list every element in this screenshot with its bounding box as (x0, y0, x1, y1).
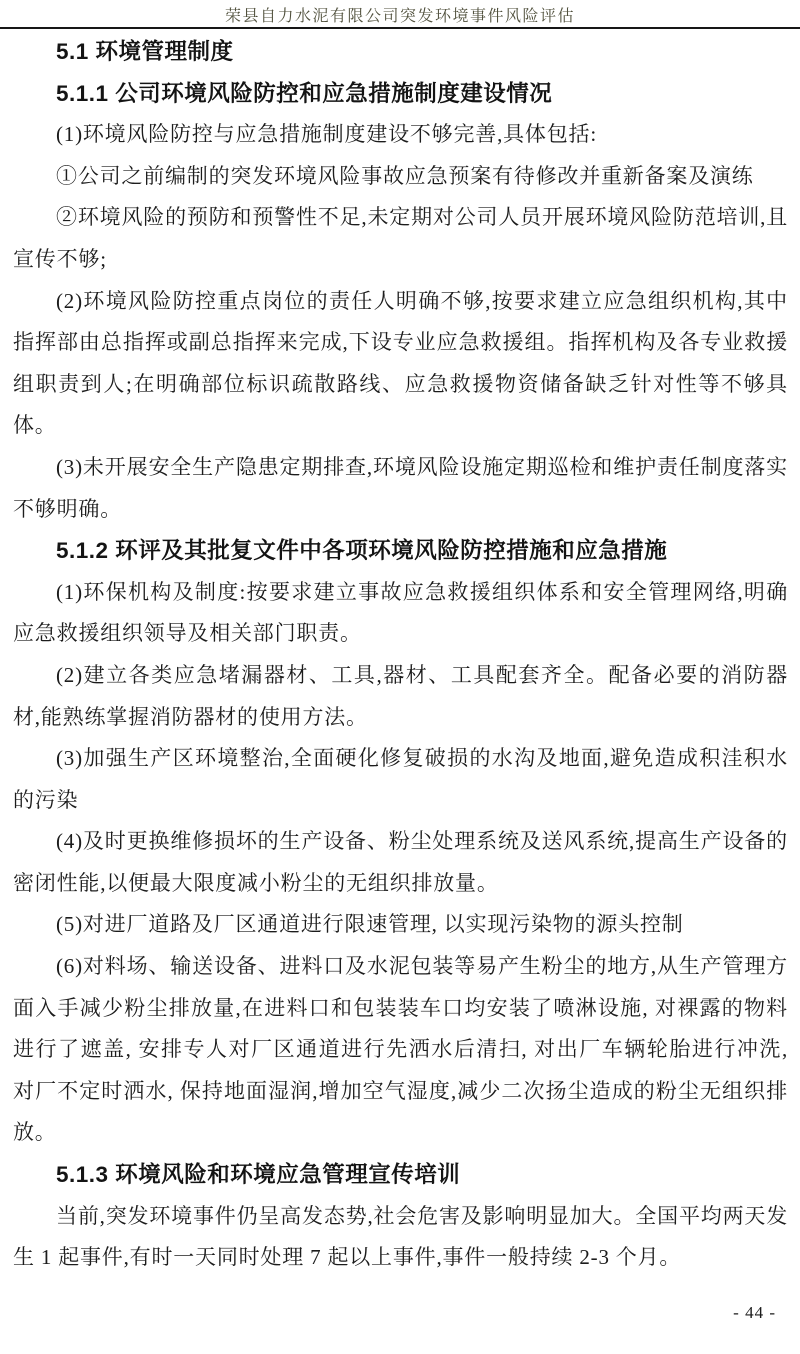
document-body (13, 31, 788, 1279)
paragraph-subitem-circle-2: ②环境风险的预防和预警性不足,未定期对公司人员开展环境风险防范培训,且宣传不够; (13, 205, 788, 271)
paragraph-current-status: 当前,突发环境事件仍呈高发态势,社会危害及影响明显加大。全国平均两天发生 1 起事件,有时一天同时处理 7 起以上事件,事件一般持续 2-3 个月。 (13, 1203, 788, 1270)
paragraph-item-3: (3)未开展安全生产隐患定期排查,环境风险设施定期巡检和维护责任制度落实不够明确。 (13, 454, 788, 521)
paragraph-measure-4: (4)及时更换维修损坏的生产设备、粉尘处理系统及送风系统,提高生产设备的密闭性能,以便最大限度减小粉尘的无组织排放量。 (13, 829, 788, 895)
section-heading-5-1: 5.1 环境管理制度 (56, 39, 234, 64)
subsection-heading-5-1-2: 5.1.2 环评及其批复文件中各项环境风险防控措施和应急措施 (56, 538, 668, 564)
subsection-heading-5-1-3: 5.1.3 环境风险和环境应急管理宣传培训 (56, 1162, 461, 1188)
paragraph-measure-2: (2)建立各类应急堵漏器材、工具,器材、工具配套齐全。配备必要的消防器材,能熟练掌握消防器材的使用方法。 (13, 662, 788, 729)
page-number: - 44 - (733, 1303, 776, 1322)
paragraph-item-2: (2)环境风险防控重点岗位的责任人明确不够,按要求建立应急组织机构,其中指挥部由总指挥或副总指挥来完成,下设专业应急救援组。指挥机构及各专业救援组职责到人;在明确部位标识疏散路线、应急救援物资储备缺乏针对性等不够具体。 (13, 288, 788, 438)
subsection-heading-5-1-1: 5.1.1 公司环境风险防控和应急措施制度建设情况 (56, 80, 553, 106)
document-header-title: 荣县自力水泥有限公司突发环境事件风险评估 (224, 8, 575, 25)
paragraph-measure-1: (1)环保机构及制度:按要求建立事故应急救援组织体系和安全管理网络,明确应急救援组织领导及相关部门职责。 (13, 579, 788, 646)
paragraph-item-1: (1)环境风险防控与应急措施制度建设不够完善,具体包括: (56, 122, 597, 147)
header-rule-divider (0, 27, 800, 29)
paragraph-measure-6: (6)对料场、输送设备、进料口及水泥包装等易产生粉尘的地方,从生产管理方面入手减少粉尘排放量,在进料口和包装装车口均安装了喷淋设施, 对裸露的物料进行了遮盖, 安排专人对厂区通道进行先洒水后清扫, 对出厂车辆轮胎进行冲洗, 对厂不定时洒水, 保持地面湿润,增加空气湿度,减少二次扬尘造成的粉尘无组织排放。 (13, 954, 788, 1145)
paragraph-subitem-circle-1: ①公司之前编制的突发环境风险事故应急预案有待修改并重新备案及演练 (56, 163, 754, 188)
paragraph-measure-5: (5)对进厂道路及厂区通道进行限速管理, 以实现污染物的源头控制 (56, 912, 684, 937)
paragraph-measure-3: (3)加强生产区环境整治,全面硬化修复破损的水沟及地面,避免造成积洼积水的污染 (13, 746, 788, 812)
